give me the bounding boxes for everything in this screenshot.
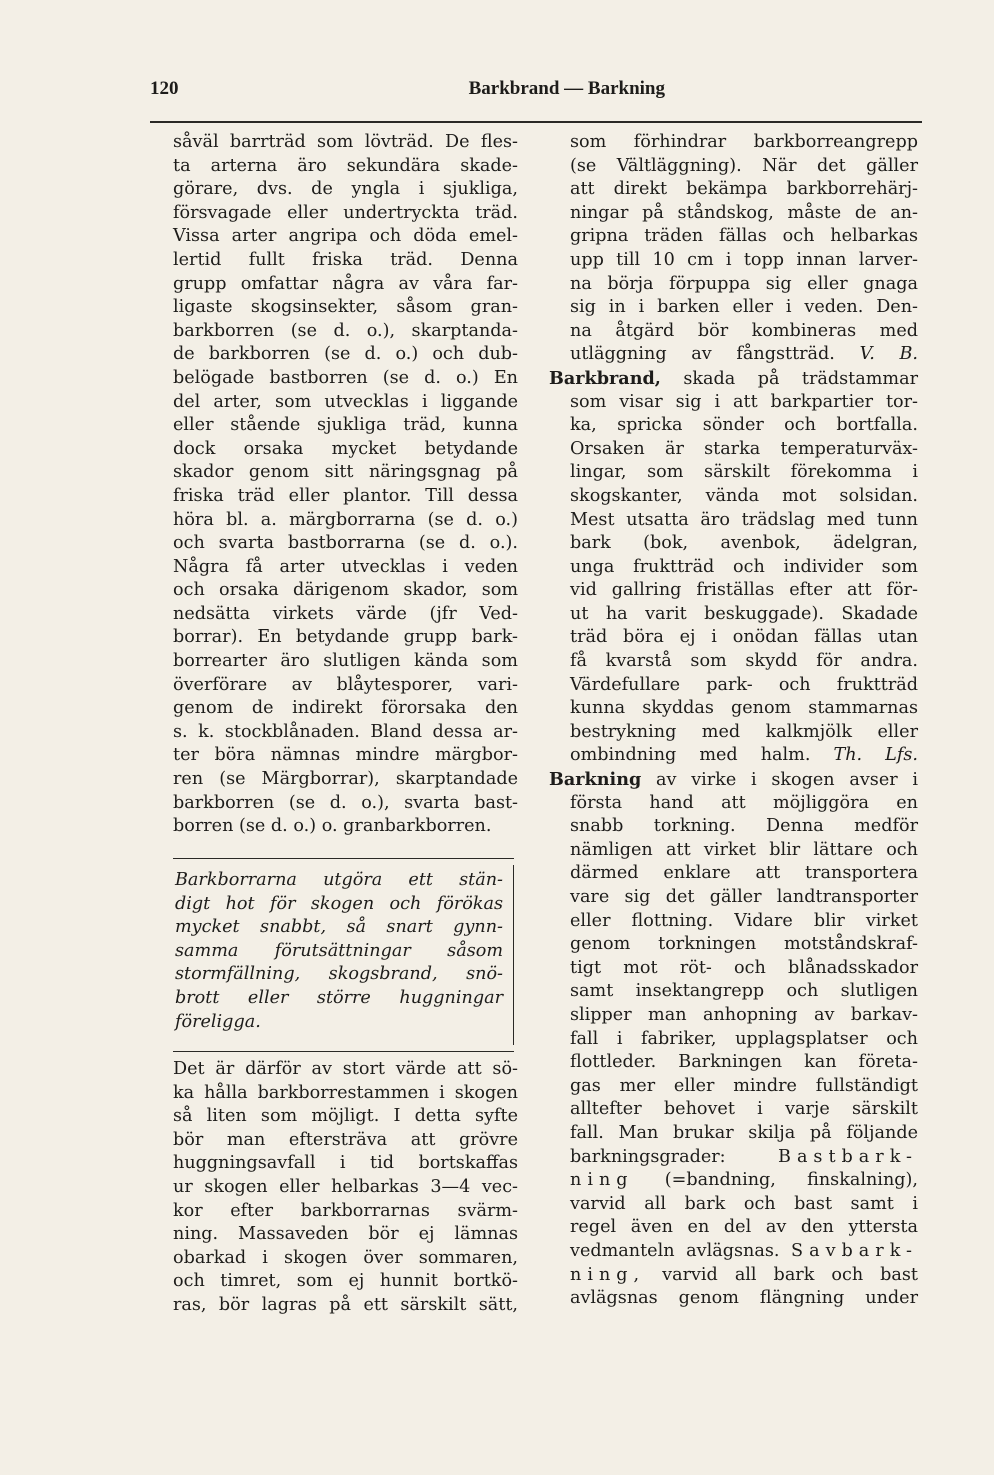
text-line: som förhindrar barkborreangrepp [570, 132, 918, 152]
text-line: digt hot för skogen och förökas [175, 893, 503, 914]
text-line: stormfällning, skogsbrand, snö- [175, 964, 503, 985]
text-line: na åtgärd bör kombineras med [570, 320, 918, 341]
entry-barkbrand [549, 367, 918, 391]
text-line: eller stående sjukliga träd, kunna [173, 415, 518, 436]
line-text: av virke i skogen avser i [641, 770, 918, 791]
text-line: fall. Man brukar skilja på följande [570, 1122, 918, 1143]
text-line: barkborren (se d. o.), svarta bast- [173, 792, 518, 813]
text-line: snabb torkning. Denna medför [570, 816, 918, 837]
text-line: samt insektangrepp och slutligen [570, 981, 918, 1002]
spaced-term: ning [570, 1170, 634, 1191]
text-line: höra bl. a. märgborrarna (se d. o.) [173, 509, 518, 530]
text-line: s. k. stockblånaden. Bland dessa ar- [173, 721, 518, 742]
text-line: slipper man anhopning av barkav- [570, 1004, 918, 1025]
text-line [549, 1240, 918, 1264]
text-line: överförare av blåytesporer, vari- [173, 674, 518, 695]
text-line: huggningsavfall i tid bortskaffas [173, 1153, 518, 1174]
text-line: skador genom sitt näringsgnag på [173, 462, 518, 483]
text-line: ter böra nämnas mindre märgbor- [173, 745, 518, 766]
text-line: brott eller större huggningar [175, 987, 503, 1008]
text-line: träd böra ej i onödan fällas utan [570, 627, 918, 648]
line-text: (=bandning, finskalning), [633, 1170, 918, 1191]
left-column-continued [173, 1058, 518, 1318]
text-line: ligaste skogsinsekter, såsom gran- [173, 297, 518, 318]
text-line: (se Vältläggning). När det gäller [570, 155, 918, 176]
text-line: föreligga. [175, 1011, 261, 1032]
right-column [549, 131, 918, 1311]
text-line: och svarta bastborrarna (se d. o.). [173, 533, 518, 554]
text-line: Värdefullare park- och fruktträd [570, 674, 918, 695]
page-number: 120 [150, 78, 179, 99]
text-line: upp till 10 cm i topp innan larver- [570, 249, 918, 270]
text-line: Barkborrarna utgöra ett stän- [175, 870, 503, 890]
text-line: och timret, som ej hunnit bortkö- [173, 1271, 518, 1292]
text-line: del arter, som utvecklas i liggande [173, 391, 518, 412]
text-line: nedsätta virkets värde (jfr Ved- [173, 603, 518, 624]
text-line: lertid fullt friska träd. Denna [173, 249, 518, 270]
header-rule [150, 121, 922, 123]
text-line: ur skogen eller helbarkas 3—4 vec- [173, 1176, 518, 1197]
text-line: avlägsnas genom flängning under [570, 1288, 918, 1309]
text-line: ningar på ståndskog, måste de an- [570, 202, 918, 223]
text-line: så liten som möjligt. I detta syfte [173, 1106, 518, 1127]
text-line: som visar sig i att barkpartier tor- [570, 391, 918, 412]
line-text: utläggning av fångstträd. [570, 344, 835, 365]
text-line: regel även en del av den yttersta [570, 1217, 918, 1238]
text-line: flottleder. Barkningen kan företa- [570, 1052, 918, 1073]
text-line: eller flottning. Vidare blir virket [570, 910, 918, 931]
callout-text [175, 869, 503, 1034]
text-line: Orsaken är starka temperaturväx- [570, 438, 918, 459]
text-line: därmed enklare att transportera [570, 863, 918, 884]
text-line: bör man eftersträva att grövre [173, 1129, 518, 1150]
text-line: na börja förpuppa sig eller gnaga [570, 273, 918, 294]
text-line: ka hålla barkborrestammen i skogen [173, 1082, 518, 1103]
text-line: försvagade eller undertryckta träd. [173, 202, 518, 223]
entry-term: Barkbrand, [549, 367, 661, 389]
text-line: obarkad i skogen över sommaren, [173, 1247, 518, 1268]
text-line: och orsaka därigenom skador, som [173, 580, 518, 601]
author-signature: Th. Lfs. [833, 745, 918, 766]
line-text: barkningsgrader: [570, 1146, 726, 1167]
running-head: Barkbrand — Barkning [468, 78, 665, 99]
text-line: skogskanter, vända mot solsidan. [570, 485, 918, 506]
text-line: ren (se Märgborrar), skarptandade [173, 769, 518, 790]
text-line: ras, bör lagras på ett särskilt sätt, [173, 1294, 518, 1315]
entry-barkning [549, 768, 918, 792]
text-line: vid gallring friställas efter att för- [570, 580, 918, 601]
text-line: samma förutsättningar såsom [175, 940, 503, 961]
text-line [549, 343, 918, 367]
text-line [549, 1264, 918, 1288]
text-line: fall i fabriker, upplagsplatser och [570, 1028, 918, 1049]
text-line: nämligen att virket blir lättare och [570, 839, 918, 860]
text-line: grupp omfattar några av våra far- [173, 273, 518, 294]
text-line: mycket snabbt, så snart gynn- [175, 917, 503, 938]
callout-side-rule [513, 865, 515, 1045]
text-line: gas mer eller mindre fullständigt [570, 1075, 918, 1096]
author-signature: V. B. [859, 344, 918, 365]
text-line: ta arterna äro sekundära skade- [173, 155, 518, 176]
callout-box [173, 858, 514, 1052]
text-line: gripna träden fällas och helbarkas [570, 226, 918, 247]
page-header [150, 78, 665, 108]
text-line: sig in i barken eller i veden. Den- [570, 297, 918, 318]
spaced-term: ning, [570, 1264, 646, 1285]
text-line: Mest utsatta äro trädslag med tunn [570, 509, 918, 530]
text-line: friska träd eller plantor. Till dessa [173, 485, 518, 506]
line-text: vedmanteln avlägsnas. [570, 1240, 780, 1261]
text-line: ning. Massaveden bör ej lämnas [173, 1224, 518, 1245]
text-line: att direkt bekämpa barkborrehärj- [570, 179, 918, 200]
text-line: bark (bok, avenbok, ädelgran, [570, 533, 918, 554]
spaced-term: Savbark- [791, 1240, 918, 1261]
spaced-term: Bastbark- [778, 1146, 918, 1167]
text-line: borrearter äro slutligen kända som [173, 651, 518, 672]
text-line: de barkborren (se d. o.) och dub- [173, 344, 518, 365]
text-line: Det är därför av stort värde att sö- [173, 1059, 518, 1079]
text-line: genom de indirekt förorsaka den [173, 698, 518, 719]
text-line: ka, spricka sönder och bortfalla. [570, 415, 918, 436]
text-line [549, 744, 918, 768]
text-line: få kvarstå som skydd för andra. [570, 651, 918, 672]
text-line: borren (se d. o.) o. granbarkborren. [173, 816, 492, 837]
text-line: såväl barrträd som lövträd. De fles- [173, 132, 518, 152]
text-line: unga fruktträd och individer som [570, 556, 918, 577]
entry-term: Barkning [549, 769, 642, 791]
line-text: ombindning med halm. [570, 745, 811, 766]
text-line: görare, dvs. de yngla i sjukliga, [173, 179, 518, 200]
text-line: borrar). En betydande grupp bark- [173, 627, 518, 648]
text-line: ut ha varit beskuggade). Skadade [570, 603, 918, 624]
text-line: Några få arter utvecklas i veden [173, 556, 518, 577]
text-line [549, 1146, 918, 1170]
text-line: alltefter behovet i varje särskilt [570, 1099, 918, 1120]
text-line: bestrykning med kalkmjölk eller [570, 721, 918, 742]
text-line: varvid all bark och bast samt i [570, 1193, 918, 1214]
text-line: barkborren (se d. o.), skarptanda- [173, 320, 518, 341]
text-line: genom torkningen motståndskraf- [570, 934, 918, 955]
text-line: vare sig det gäller landtransporter [570, 887, 918, 907]
text-line: lingar, som särskilt förekomma i [570, 462, 918, 483]
line-text: varvid all bark och bast [645, 1264, 918, 1285]
line-text: skada på trädstammar [660, 368, 918, 389]
text-line: kor efter barkborrarnas svärm- [173, 1200, 518, 1221]
text-line: belögade bastborren (se d. o.) En [173, 367, 518, 388]
text-line: kunna skyddas genom stammarnas [570, 698, 918, 719]
text-line: första hand att möjliggöra en [570, 792, 918, 813]
left-column [173, 131, 518, 839]
text-line [549, 1169, 918, 1193]
text-line: Vissa arter angripa och döda emel- [173, 226, 518, 247]
text-line: dock orsaka mycket betydande [173, 438, 518, 459]
text-line: tigt mot röt- och blånadsskador [570, 957, 918, 978]
